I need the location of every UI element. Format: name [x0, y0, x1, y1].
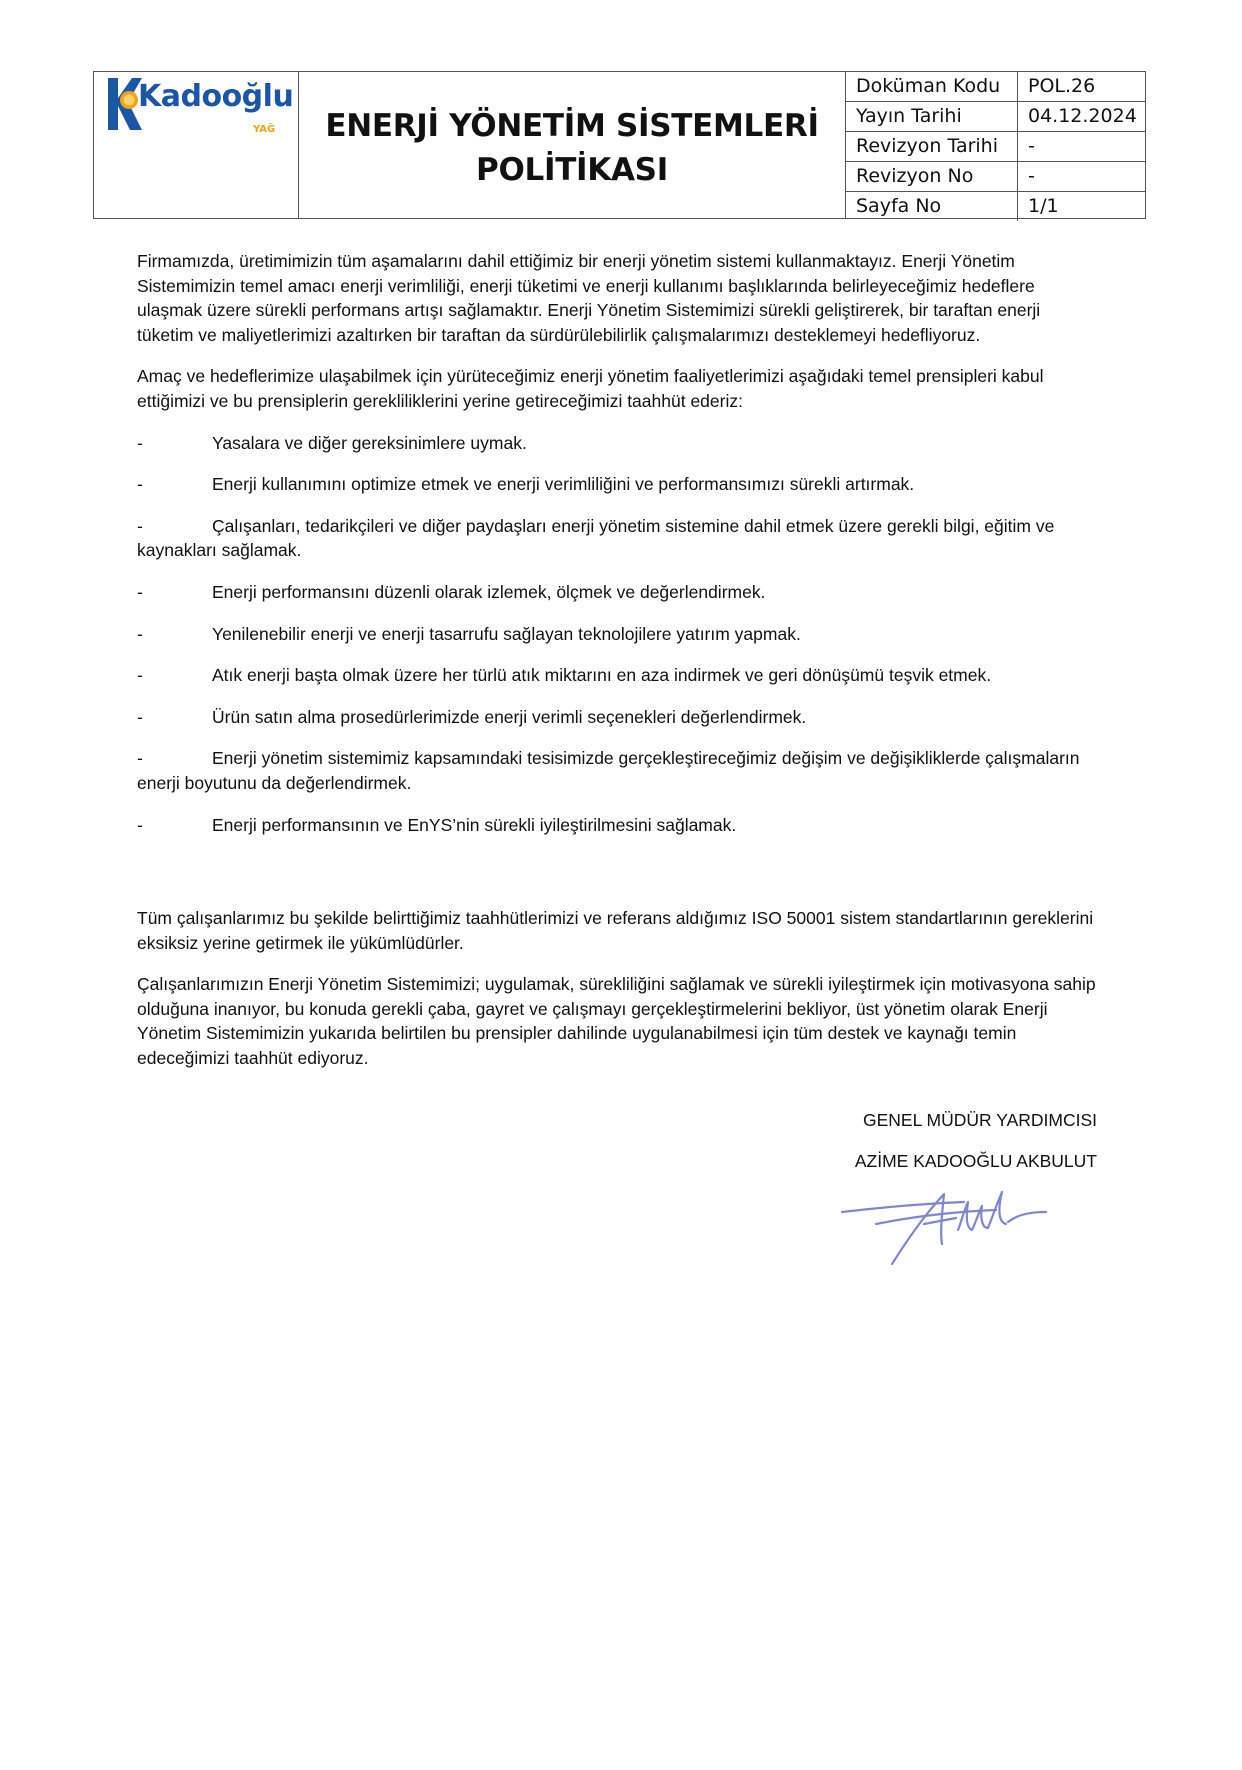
principle-text: Atık enerji başta olmak üzere her türlü atık miktarını en aza indirmek ve geri dönüşümü teşvik etmek.: [212, 665, 992, 686]
policy-body: [137, 249, 1097, 1088]
principle-text: Ürün satın alma prosedürlerimizde enerji verimli seçenekleri değerlendirmek.: [212, 706, 807, 727]
bullet-dash: -: [137, 474, 143, 495]
principle-text: Enerji yönetim sistemimiz kapsamındaki tesisimizde gerçekleştireceğimiz değişim ve değişikliklerde çalışmaların enerji boyutunu da değerlendirmek.: [137, 748, 1080, 793]
meta-value: -: [1018, 132, 1147, 162]
principle-text: Enerji kullanımını optimize etmek ve enerji verimliliğini ve performansımızı sürekli artırmak.: [212, 474, 915, 495]
meta-label: Revizyon No: [846, 162, 1018, 192]
logo-cell: [94, 72, 299, 218]
meta-value: -: [1018, 162, 1147, 192]
closing-paragraph: Tüm çalışanlarımız bu şekilde belirttiğimiz taahhütlerimizi ve referans aldığımız ISO 50001 sistem standartlarının gereklerini eksiksiz yerine getirmek ile yükümlüdürler.: [137, 908, 1094, 953]
principle-text: Yenilenebilir enerji ve enerji tasarrufu sağlayan teknolojilere yatırım yapmak.: [212, 623, 801, 644]
meta-row: [846, 192, 1146, 222]
meta-label: Doküman Kodu: [846, 72, 1018, 102]
principle-text: Enerji performansını düzenli olarak izlemek, ölçmek ve değerlendirmek.: [212, 581, 766, 602]
bullet-dash: -: [137, 748, 143, 769]
principle-item: [137, 580, 1097, 605]
meta-row: [846, 102, 1146, 132]
signatory-block: [697, 1108, 1097, 1189]
document-title: [325, 104, 818, 192]
principle-text: Enerji performansının ve EnYS’nin sürekli iyileştirilmesini sağlamak.: [212, 814, 737, 835]
principle-item: [137, 472, 1097, 497]
meta-label: Yayın Tarihi: [846, 102, 1018, 132]
bullet-dash: -: [137, 665, 143, 686]
bullet-dash: -: [137, 515, 143, 536]
document-title-line2: POLİTİKASI: [476, 152, 668, 188]
principle-item: [137, 705, 1097, 730]
company-logo: [104, 74, 294, 144]
signatory-name: AZİME KADOOĞLU AKBULUT: [854, 1150, 1097, 1171]
title-cell: [299, 72, 846, 218]
principle-item: [137, 813, 1097, 838]
bullet-dash: -: [137, 623, 143, 644]
principle-text: Çalışanları, tedarikçileri ve diğer paydaşları enerji yönetim sistemine dahil etmek üzere gerekli bilgi, eğitim ve kaynakları sağlamak.: [137, 515, 1055, 561]
logo-name: Kadooğlu: [138, 79, 294, 114]
principle-text: Yasalara ve diğer gereksinimlere uymak.: [212, 432, 527, 453]
principle-item: [137, 431, 1097, 456]
signatory-role: GENEL MÜDÜR YARDIMCISI: [862, 1110, 1097, 1130]
bullet-dash: -: [137, 581, 143, 602]
logo-subtitle: YAĞ: [253, 124, 276, 135]
document-header: [93, 71, 1146, 219]
principle-item: [137, 746, 1097, 795]
meta-value: 04.12.2024: [1018, 102, 1147, 132]
intro-paragraph: Firmamızda, üretimimizin tüm aşamalarını dahil ettiğimiz bir enerji yönetim sistemi kullanmaktayız. Enerji Yönetim Sistemimizin temel amacı enerji verimliliği, enerji tüketimi ve enerji kullanımı başlıklarında belirleyeceğimiz hedeflere ulaşmak üzere sürekli performans artışı sağlamaktır. Enerji Yönetim Sistemimizi sürekli geliştirerek, bir taraftan enerji tüketim ve maliyetlerimizi azaltırken bir taraftan da sürdürülebilirlik çalışmalarımızı desteklemeyi hedefliyoruz.: [137, 251, 1041, 345]
meta-label: Revizyon Tarihi: [846, 132, 1018, 162]
meta-value: 1/1: [1028, 195, 1059, 217]
bullet-dash: -: [137, 814, 143, 835]
principle-item: [137, 663, 1097, 688]
lead-paragraph: Amaç ve hedeflerimize ulaşabilmek için yürüteceğimiz enerji yönetim faaliyetlerimizi aşağıdaki temel prensipleri kabul ettiğimizi ve bu prensiplerin gerekliliklerini yerine getireceğimizi taahhüt ederiz:: [137, 366, 1044, 411]
meta-row: [846, 132, 1146, 162]
meta-value: POL.26: [1018, 72, 1147, 102]
bullet-dash: -: [137, 432, 143, 453]
closing-paragraph: Çalışanlarımızın Enerji Yönetim Sistemimizi; uygulamak, sürekliliğini sağlamak ve sürekli iyileştirmek için motivasyona sahip olduğuna inanıyor, bu konuda gerekli çaba, gayret ve çalışmayı gerçekleştirmelerini bekliyor, üst yönetim olarak Enerji Yönetim Sistemimizin yukarıda belirtilen bu prensipler dahilinde uygulanabilmesi için tüm destek ve kaynağı temin edeceğimizi taahhüt ediyoruz.: [137, 974, 1096, 1069]
principle-item: [137, 622, 1097, 647]
principle-item: [137, 514, 1097, 563]
document-meta-table: [846, 72, 1146, 221]
handwritten-signature: [836, 1188, 1066, 1268]
meta-row: [846, 72, 1146, 102]
meta-label: Sayfa No: [846, 192, 1018, 222]
meta-row: [846, 162, 1146, 192]
document-title-line1: ENERJİ YÖNETİM SİSTEMLERİ: [325, 108, 819, 144]
bullet-dash: -: [137, 706, 143, 727]
